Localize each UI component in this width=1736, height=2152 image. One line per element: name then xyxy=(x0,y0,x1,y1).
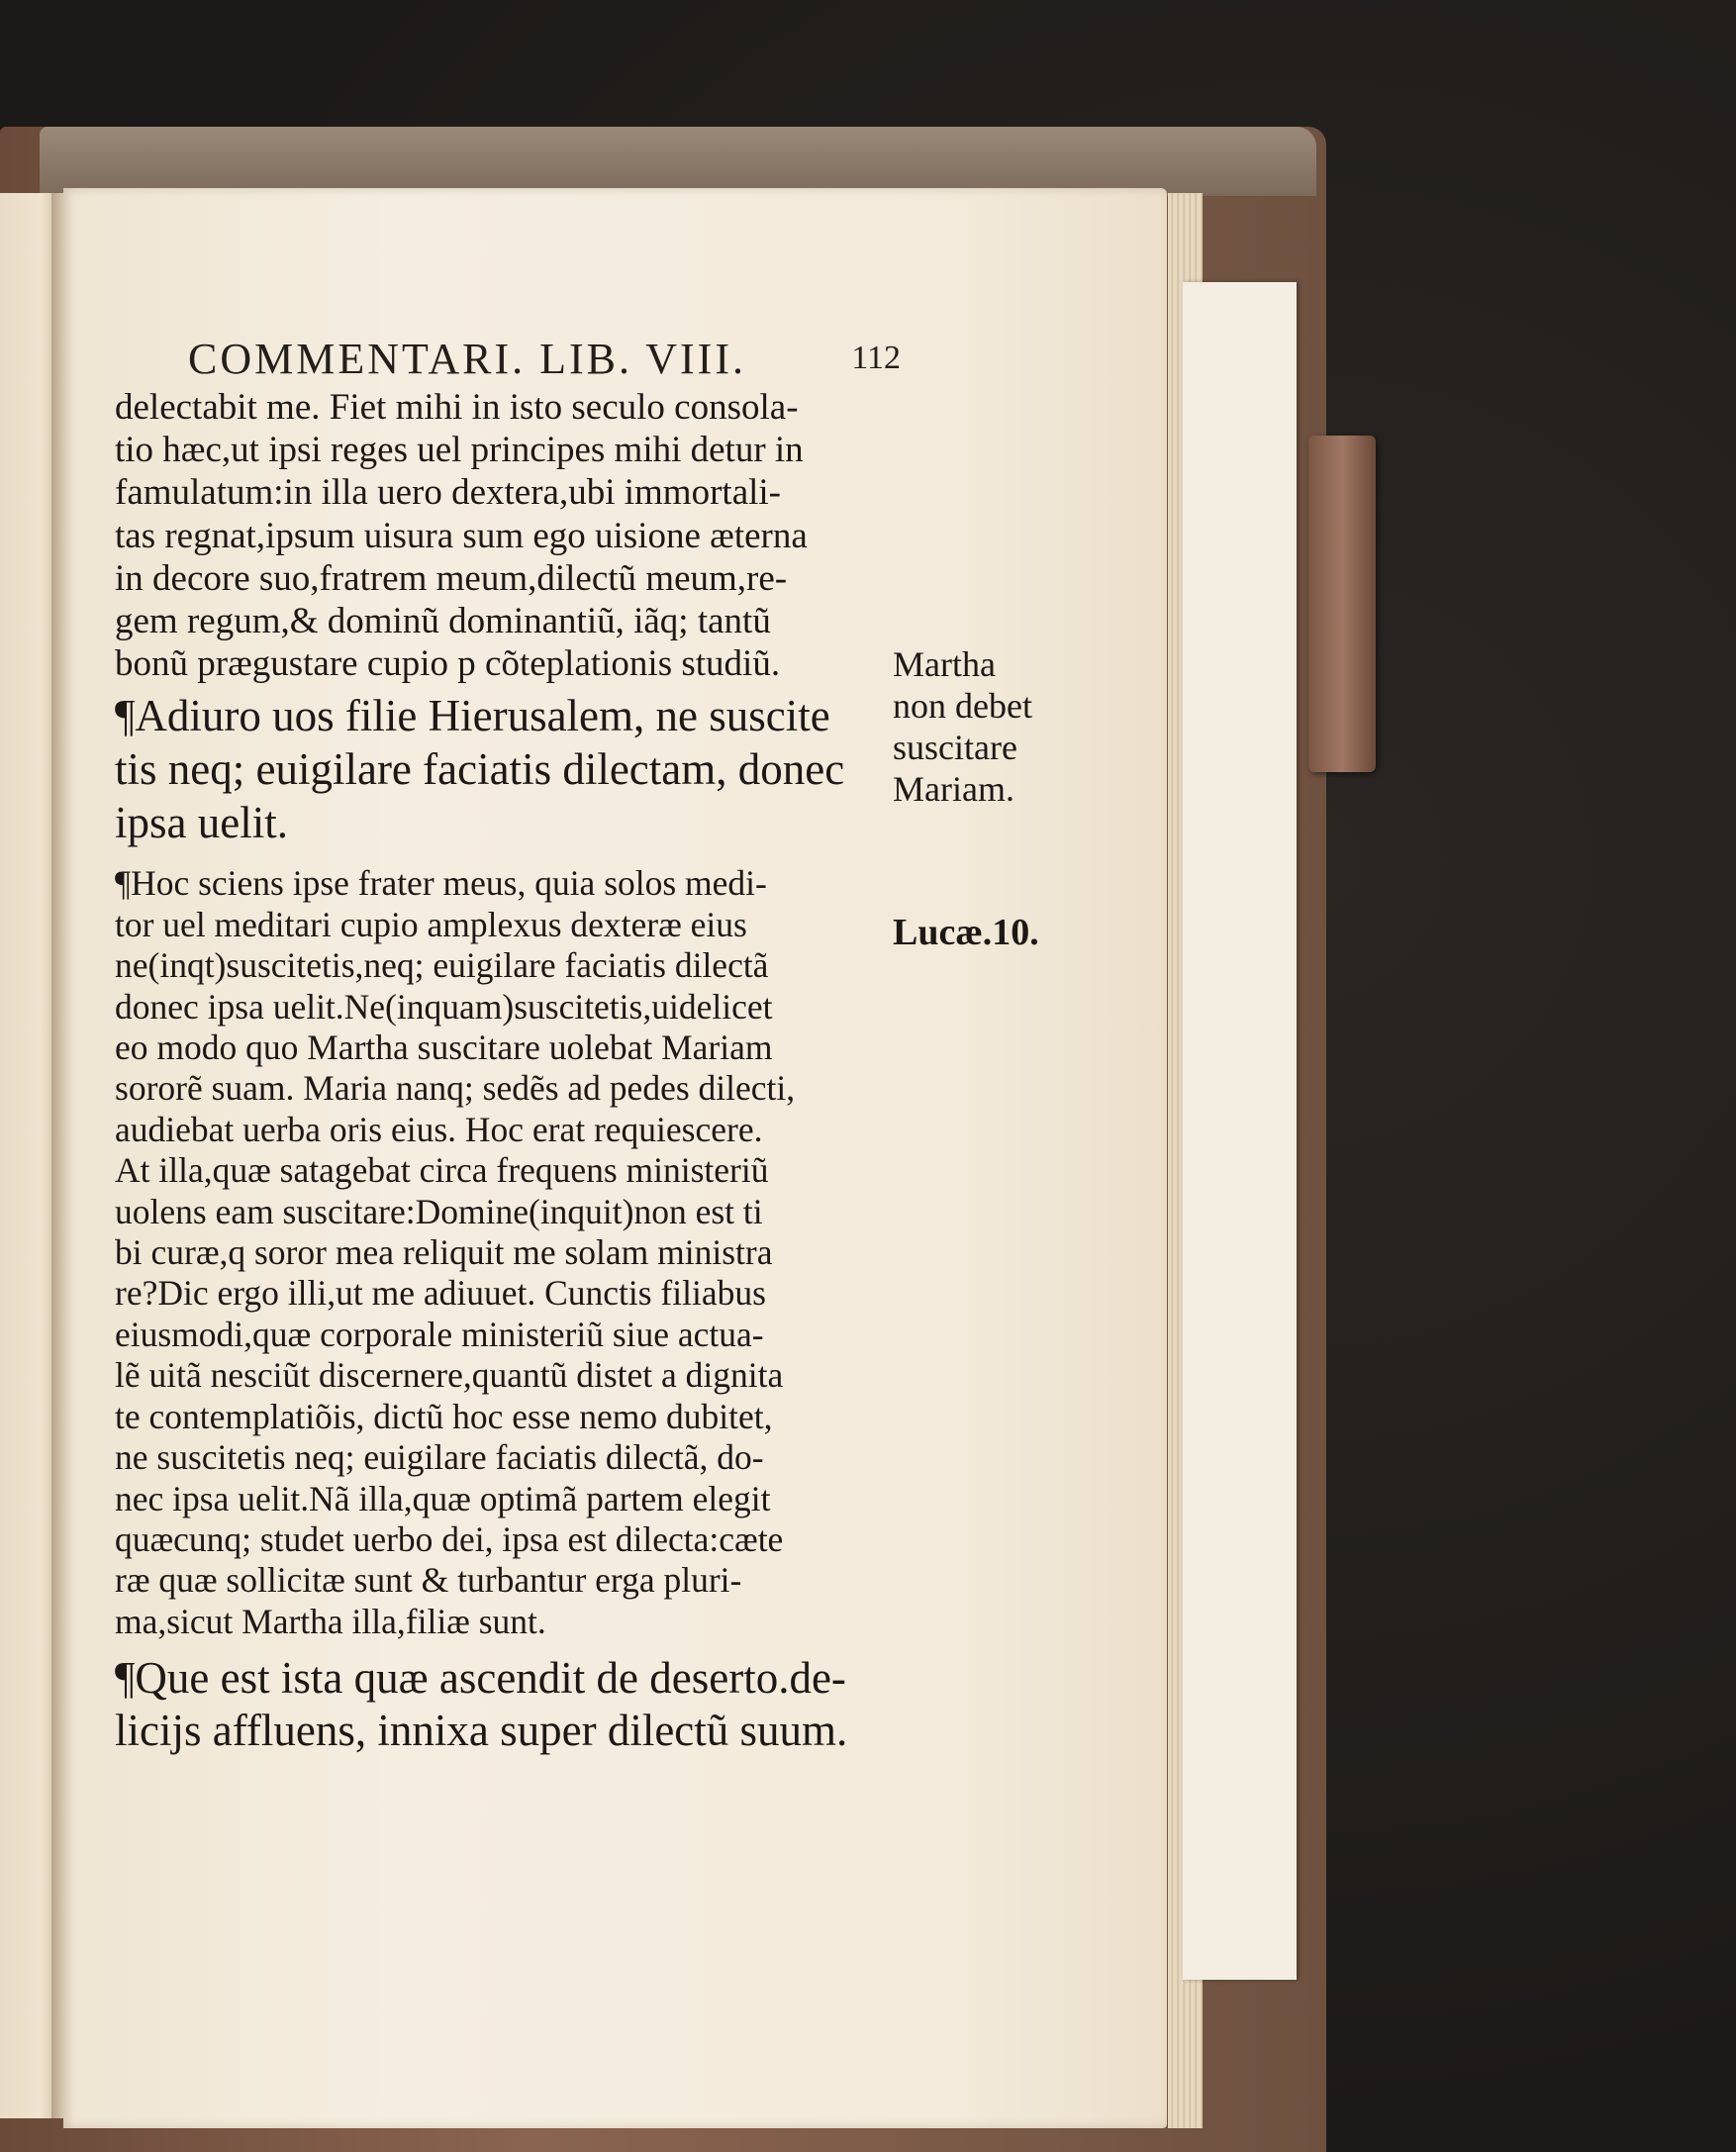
text-line: nec ipsa uelit.Nã illa,quæ optimã partem elegit xyxy=(115,1478,771,1518)
text-line: donec ipsa uelit.Ne(inquam)suscitetis,uidelicet xyxy=(115,986,773,1027)
paragraph-3-commentary xyxy=(115,863,907,1642)
text-line: te contemplatiõis, dictũ hoc esse nemo dubitet, xyxy=(115,1396,773,1436)
text-line: At illa,quæ satagebat circa frequens ministeriũ xyxy=(115,1150,769,1191)
text-line: gem regum,& dominũ dominantiũ, iãq; tantũ xyxy=(115,601,771,642)
text-line: uolens eam suscitare:Domine(inquit)non est ti xyxy=(115,1191,763,1231)
paper-slip xyxy=(1183,282,1297,1980)
text-line: tio hæc,ut ipsi reges uel principes mihi detur in xyxy=(115,430,804,471)
paragraph-4-verse xyxy=(115,1652,907,1757)
text-line: audiebat uerba oris eius. Hoc erat requiescere. xyxy=(115,1109,763,1149)
text-line: tas regnat,ipsum uisura sum ego uisione æterna xyxy=(115,515,808,556)
marginal-note-line: suscitare xyxy=(893,728,1017,767)
text-line: famulatum:in illa uero dextera,ubi immortali- xyxy=(115,472,781,514)
cover-top-edge xyxy=(40,127,1316,196)
text-line: eiusmodi,quæ corporale ministeriũ siue actua- xyxy=(115,1314,764,1354)
text-line: ¶Que est ista quæ ascendit de deserto.de- xyxy=(115,1653,846,1704)
text-line: ipsa uelit. xyxy=(115,798,288,848)
marginal-reference: Lucæ.10. xyxy=(893,912,1039,953)
text-line: ræ quæ sollicitæ sunt & turbantur erga pluri- xyxy=(115,1560,742,1601)
text-line: ¶Hoc sciens ipse frater meus, quia solos medi- xyxy=(115,863,767,904)
text-line: bi curæ,q soror mea reliquit me solam ministra xyxy=(115,1232,773,1273)
text-line: ¶Adiuro uos filie Hierusalem, ne suscite xyxy=(115,691,830,741)
text-line: bonũ prægustare cupio p cõteplationis studiũ. xyxy=(115,643,781,685)
text-line: delectabit me. Fiet mihi in isto seculo consola- xyxy=(115,387,799,428)
paragraph-1 xyxy=(115,386,907,685)
running-head-title: COMMENTARI. LIB. VIII. xyxy=(188,334,746,383)
text-line: ne(inqt)suscitetis,neq; euigilare faciatis dilectã xyxy=(115,945,769,986)
text-line: ne suscitetis neq; euigilare faciatis dilectã, do- xyxy=(115,1437,764,1478)
left-page-edge xyxy=(0,193,57,2118)
text-line: ma,sicut Martha illa,filiæ sunt. xyxy=(115,1601,546,1641)
text-line: sororẽ suam. Maria nanq; sedẽs ad pedes dilecti, xyxy=(115,1068,796,1109)
text-line: in decore suo,fratrem meum,dilectũ meum,re- xyxy=(115,557,788,599)
marginal-note xyxy=(893,643,1091,810)
text-line: licijs affluens, innixa super dilectũ suum. xyxy=(115,1706,848,1756)
text-line: quæcunq; studet uerbo dei, ipsa est dilecta:cæte xyxy=(115,1518,784,1559)
text-line: re?Dic ergo illi,ut me adiuuet. Cunctis filiabus xyxy=(115,1273,766,1314)
running-head xyxy=(188,333,901,384)
paragraph-2-verse xyxy=(115,689,907,849)
marginal-note-line: Mariam. xyxy=(893,769,1014,809)
marginal-note-line: non debet xyxy=(893,686,1032,726)
text-line: eo modo quo Martha suscitare uolebat Mariam xyxy=(115,1027,773,1068)
leather-clasp xyxy=(1308,436,1376,772)
text-line: tis neq; euigilare faciatis dilectam, donec xyxy=(115,744,845,795)
text-line: tor uel meditari cupio amplexus dexteræ eius xyxy=(115,904,747,944)
text-line: lẽ uitã nesciũt discernere,quantũ distet a dignita xyxy=(115,1355,784,1396)
marginal-note-line: Martha xyxy=(893,644,996,684)
main-text-block xyxy=(115,386,907,1757)
folio-number: 112 xyxy=(851,340,901,376)
